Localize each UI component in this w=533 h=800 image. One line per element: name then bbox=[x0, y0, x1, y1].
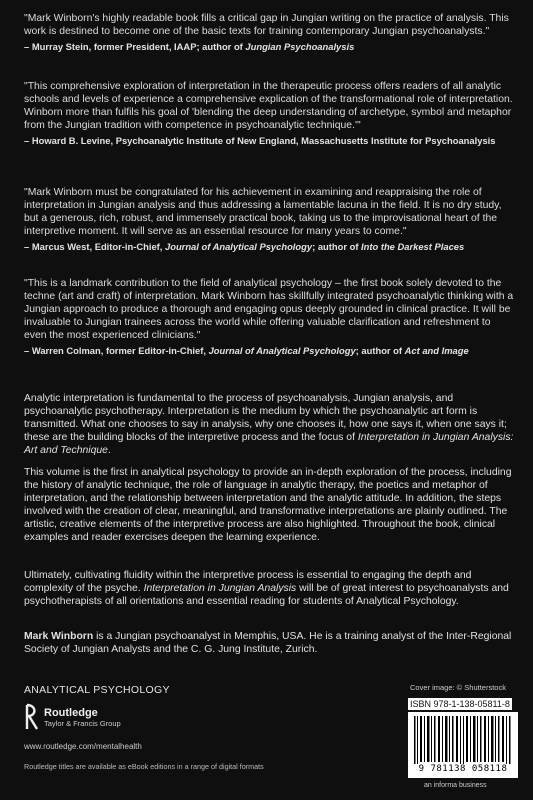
description-p2: This volume is the first in analytical psychology to provide an in-depth exploration of the process, including the history of analytic technique, the role of language in analytic therapy, the poetics and metaphor of interpretation, and the relationship between interpretation and the analytic attitude. In addition, the steps involved with the creation of clear, meaningful, and transformative interpretations are plainly outlined. The artistic, creative elements of the interpretive process are also highlighted. Throughout the book, clinical examples and reader exercises deepen the learning experience. bbox=[24, 467, 512, 543]
publisher-url[interactable]: www.routledge.com/mentalhealth bbox=[24, 742, 142, 751]
quote-text: "This is a landmark contribution to the field of analytical psychology – the first book solely devoted to the techne (art and craft) of interpretation. Mark Winborn has skillfully integrated psychoanalytic thinking with a Jungian approach to produce a thorough and engaging opus deeply grounded in clinical practice. It will be invaluable to Jungian trainees across the world while offering valuable clarification and refreshment to even the most experienced clinicians." bbox=[24, 278, 514, 341]
publisher-block bbox=[44, 707, 121, 729]
publisher-name: Routledge bbox=[44, 707, 98, 719]
quote-1 bbox=[24, 12, 514, 53]
series-name: ANALYTICAL PSYCHOLOGY bbox=[24, 684, 170, 696]
cover-credit: Cover image: © Shutterstock bbox=[410, 683, 506, 692]
quote-attribution: – Howard B. Levine, Psychoanalytic Institute of New England, Massachusetts Institute for Psychoanalysis bbox=[24, 135, 496, 146]
quote-text: "Mark Winborn must be congratulated for his achievement in examining and reappraising the role of interpretation in Jungian analysis and thus addressing a lamentable lacuna in the field. It is no dry study, but a generous, rich, robust, and immensely practical book, taking us to the improvisational heart of the interpretive moment. It will serve as an essential resource for many years to come." bbox=[24, 187, 502, 237]
description-p3: Ultimately, cultivating fluidity within the interpretive process is essential to engaging the depth and complexity of the psyche. Interpretation in Jungian Analysis will be of great interest to psychoanalysts and psychotherapists of all orientations and essential reading for students of Analytical Psychology. bbox=[24, 570, 509, 607]
isbn-label: ISBN 978-1-138-05811-8 bbox=[410, 699, 510, 709]
quote-3 bbox=[24, 186, 514, 253]
description-p1: Analytic interpretation is fundamental to the process of psychoanalysis, Jungian analysis, and psychoanalytic psychotherapy. Interpretation is the medium by which the psychoanalytic art form is transmitted. What one chooses to say in analysis, why one chooses it, how one says it, when one says it; these are the building blocks of the interpretive process and the focus of Interpretation in Jungian Analysis: Art and Technique. bbox=[24, 393, 514, 456]
barcode-digits: 9 781138 058118 bbox=[408, 764, 518, 774]
quote-text: "This comprehensive exploration of interpretation in the therapeutic process offers readers of all analytic schools and levels of experience a comprehensive explication of the transformational role of interpretation. Winborn more than fulfils his goal of 'blending the deep understanding of archetype, symbol and metaphor from the Jungian tradition with competence in psychoanalytic technique.'" bbox=[24, 81, 513, 131]
routledge-logo-icon bbox=[24, 703, 40, 731]
quote-2 bbox=[24, 80, 514, 147]
quote-attribution: – Warren Colman, former Editor-in-Chief, Journal of Analytical Psychology; author of Act and Image bbox=[24, 345, 469, 356]
quote-attribution: – Marcus West, Editor-in-Chief, Journal of Analytical Psychology; author of Into the Darkest Places bbox=[24, 241, 465, 252]
author-name: Mark Winborn bbox=[24, 631, 94, 642]
author-bio: Mark Winborn is a Jungian psychoanalyst in Memphis, USA. He is a training analyst of the Inter-Regional Society of Jungian Analysts and the C. G. Jung Institute, Zurich. bbox=[24, 631, 512, 655]
ebook-note: Routledge titles are available as eBook editions in a range of digital formats bbox=[24, 762, 264, 771]
informa-tagline: an informa business bbox=[424, 782, 487, 789]
quote-4 bbox=[24, 277, 514, 357]
quote-attribution: – Murray Stein, former President, IAAP; author of Jungian Psychoanalysis bbox=[24, 41, 355, 52]
publisher-group: Taylor & Francis Group bbox=[44, 719, 121, 728]
quote-text: "Mark Winborn's highly readable book fills a critical gap in Jungian writing on the practice of analysis. This work is destined to become one of the basic texts for training contemporary Jungian psychoanalysts." bbox=[24, 13, 509, 37]
